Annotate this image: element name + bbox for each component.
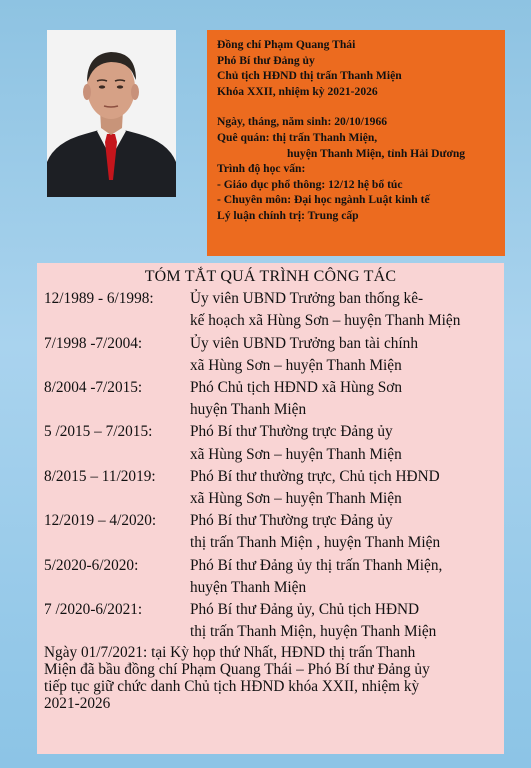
entry-period: 7 /2020-6/2021: <box>44 601 143 619</box>
hometown-line-2: huyện Thanh Miện, tỉnh Hải Dương <box>287 146 466 160</box>
entry-role: Phó Bí thư Đảng ủy, Chủ tịch HĐND <box>190 601 420 619</box>
profile-birth: Ngày, tháng, năm sinh: 20/10/1966 <box>217 115 388 129</box>
entry-detail: huyện Thanh Miện <box>190 401 307 419</box>
career-entry <box>44 288 497 310</box>
summary-title: TÓM TẮT QUÁ TRÌNH CÔNG TÁC <box>144 268 397 285</box>
entry-role: Phó Bí thư Thường trực Đảng ủy <box>190 423 393 441</box>
career-entry <box>44 510 497 532</box>
education-general: - Giáo dục phổ thông: 12/12 hệ bổ túc <box>217 177 403 191</box>
entry-detail: xã Hùng Sơn – huyện Thanh Miện <box>190 356 402 374</box>
entry-detail: kế hoạch xã Hùng Sơn – huyện Thanh Miện <box>190 312 461 330</box>
entry-detail: xã Hùng Sơn – huyện Thanh Miện <box>190 445 402 463</box>
election-note-line: Ngày 01/7/2021: tại Kỳ họp thứ Nhất, HĐND thị trấn Thanh <box>44 644 416 662</box>
entry-role: Phó Chủ tịch HĐND xã Hùng Sơn <box>190 379 403 397</box>
education-title: Trình độ học vấn: <box>217 162 306 176</box>
career-entry <box>44 555 497 577</box>
entry-role: Phó Bí thư Thường trực Đảng ủy <box>190 512 393 530</box>
profile-chair-title: Chủ tịch HĐND thị trấn Thanh Miện <box>217 69 402 83</box>
entry-period: 12/2019 – 4/2020: <box>44 512 157 530</box>
election-note-line: tiếp tục giữ chức danh Chủ tịch HĐND khóa XXII, nhiệm kỳ <box>44 678 420 696</box>
election-note-line: 2021-2026 <box>44 694 111 712</box>
entry-period: 5/2020-6/2020: <box>44 556 139 574</box>
entry-period: 8/2004 -7/2015: <box>44 379 143 397</box>
entry-role: Phó Bí thư Đảng ủy thị trấn Thanh Miện, <box>190 556 443 574</box>
career-entry <box>44 599 497 621</box>
election-note <box>44 645 497 712</box>
profile-info-box <box>207 30 505 256</box>
entry-period: 8/2015 – 11/2019: <box>44 467 156 485</box>
hometown-label: Quê quán: <box>217 130 270 144</box>
entry-detail: thị trấn Thanh Miện, huyện Thanh Miện <box>190 623 437 641</box>
entry-detail: thị trấn Thanh Miện , huyện Thanh Miện <box>190 534 441 552</box>
election-note-line: Miện đã bầu đồng chí Phạm Quang Thái – Phó Bí thư Đảng ủy <box>44 661 430 679</box>
career-entry <box>44 377 497 399</box>
entry-role: Phó Bí thư thường trực, Chủ tịch HĐND <box>190 467 440 485</box>
education-specialty: - Chuyên môn: Đại học ngành Luật kinh tế <box>217 193 430 207</box>
profile-name: Đồng chí Phạm Quang Thái <box>217 38 356 51</box>
hometown-line-1: thị trấn Thanh Miện, <box>269 130 378 144</box>
career-summary-box <box>37 263 504 754</box>
entry-detail: xã Hùng Sơn – huyện Thanh Miện <box>190 490 402 508</box>
profile-term: Khóa XXII, nhiệm kỳ 2021-2026 <box>217 84 378 98</box>
entry-period: 12/1989 - 6/1998: <box>44 290 154 308</box>
profile-position: Phó Bí thư Đảng ủy <box>217 53 315 67</box>
career-entry <box>44 466 497 488</box>
entry-role: Ủy viên UBND Trưởng ban tài chính <box>190 334 418 352</box>
entry-role: Ủy viên UBND Trưởng ban thống kê- <box>190 290 424 308</box>
portrait-photo <box>47 30 176 197</box>
entry-period: 5 /2015 – 7/2015: <box>44 423 153 441</box>
career-entry <box>44 333 497 355</box>
education-political: Lý luận chính trị: Trung cấp <box>217 208 359 222</box>
entry-detail: huyện Thanh Miện <box>190 578 307 596</box>
career-entry <box>44 421 497 443</box>
entry-period: 7/1998 -7/2004: <box>44 334 143 352</box>
profile-hometown <box>217 130 495 146</box>
